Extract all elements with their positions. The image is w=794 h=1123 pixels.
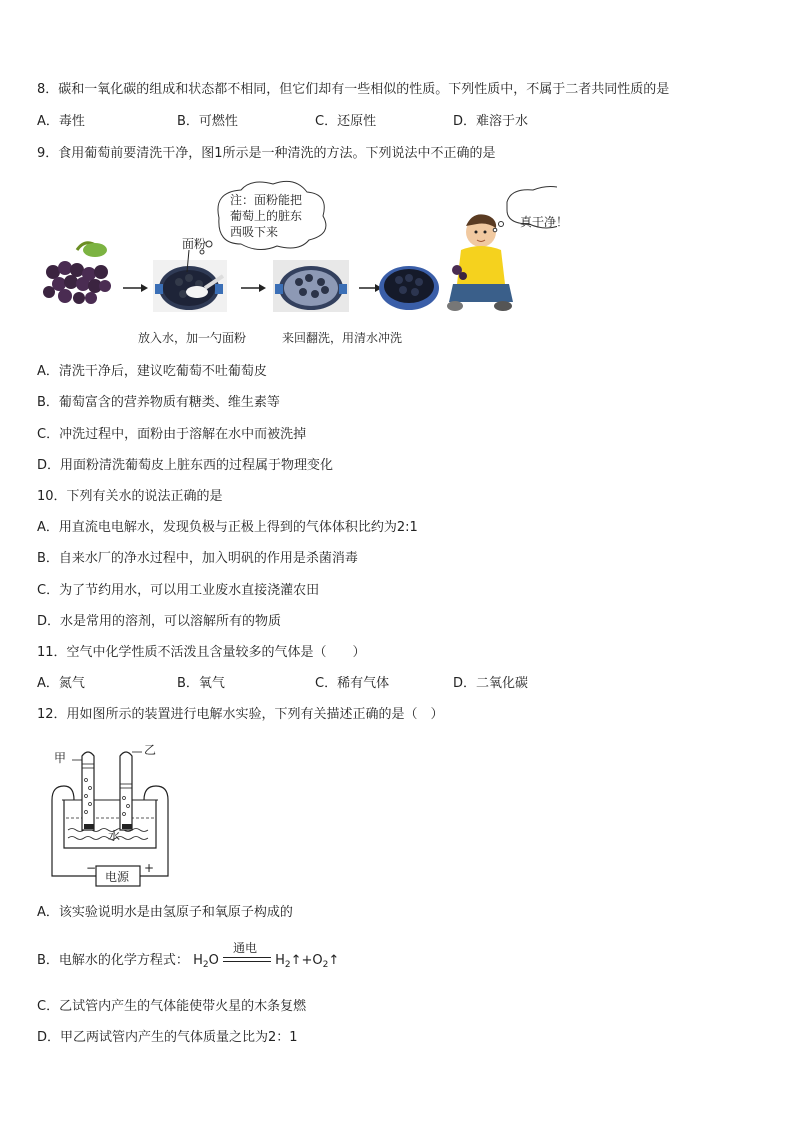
q8-stem: 8．碳和一氧化碳的组成和状态都不相同，但它们却有一些相似的性质。下列性质中，不属于二者共同性质的是 — [37, 82, 670, 97]
q9-option-b: B．葡萄富含的营养物质有糖类、维生素等 — [37, 395, 280, 410]
bubble-note-line-1: 注：面粉能把 — [230, 193, 303, 207]
label-power: 电源 — [105, 870, 130, 884]
arrow-right-icon — [123, 284, 148, 292]
q9-option-a: A．清洗干净后，建议吃葡萄不吐葡萄皮 — [37, 364, 267, 379]
arrow-right-icon — [241, 284, 266, 292]
q10-option-d: D．水是常用的溶剂，可以溶解所有的物质 — [37, 614, 282, 629]
child-bubble-text: 真干净！ — [520, 215, 569, 229]
label-plus: + — [144, 861, 155, 875]
label-water: 水 — [108, 829, 121, 843]
q11-option-b: B．氧气 — [177, 676, 225, 691]
q10-option-a: A．用直流电电解水，发现负极与正极上得到的气体体积比约为2:1 — [37, 520, 418, 535]
q9-option-c: C．冲洗过程中，面粉由于溶解在水中而被洗掉 — [37, 427, 307, 442]
pot-clean-grapes-icon — [379, 266, 439, 310]
pot-washing-icon — [273, 260, 349, 312]
q11-option-a: A．氮气 — [37, 676, 85, 691]
q10-option-c: C．为了节约用水，可以用工业废水直接浇灌农田 — [37, 583, 320, 598]
q11-option-c: C．稀有气体 — [315, 676, 390, 691]
label-minus: − — [86, 861, 97, 875]
q12-option-a: A．该实验说明水是由氢原子和氧原子构成的 — [37, 905, 293, 920]
q12-option-b — [37, 940, 340, 975]
electrolysis-apparatus — [44, 738, 184, 890]
q8-option-a: A．毒性 — [37, 114, 85, 129]
option-b-prefix: B．电解水的化学方程式： — [37, 953, 189, 968]
q8-option-b: B．可燃性 — [177, 114, 238, 129]
bubble-note-line-2: 葡萄上的脏东 — [230, 209, 303, 223]
q11-stem: 11．空气中化学性质不活泼且含量较多的气体是（ ） — [37, 645, 366, 660]
q8-option-c: C．还原性 — [315, 114, 377, 129]
q9-stem: 9．食用葡萄前要清洗干净，图1所示是一种清洗的方法。下列说法中不正确的是 — [37, 146, 496, 161]
child-icon — [447, 214, 513, 311]
label-jia: 甲 — [54, 751, 67, 765]
condition-text: 通电 — [232, 940, 257, 955]
q12-stem: 12．用如图所示的装置进行电解水实验，下列有关描述正确的是（ ） — [37, 707, 444, 722]
q10-option-b: B．自来水厂的净水过程中，加入明矾的作用是杀菌消毒 — [37, 551, 358, 566]
q10-stem: 10．下列有关水的说法正确的是 — [37, 489, 223, 504]
q9-figure — [37, 180, 569, 350]
equation-h2o: $H_2O$ — [193, 953, 219, 970]
label-yi: 乙 — [144, 743, 157, 757]
equation-products: $H_2↑+O_2↑$ — [275, 953, 340, 970]
flour-label: 面粉 — [182, 237, 207, 251]
grapes-icon — [43, 243, 111, 304]
q12-option-d: D．甲乙两试管内产生的气体质量之比为2：1 — [37, 1030, 298, 1045]
arrow-right-icon — [359, 284, 382, 292]
caption-step-2: 来回翻洗，用清水冲洗 — [282, 331, 403, 345]
q11-option-d: D．二氧化碳 — [453, 676, 529, 691]
equation-condition — [223, 940, 271, 968]
caption-step-1: 放入水，加一勺面粉 — [138, 331, 247, 345]
q8-option-d: D．难溶于水 — [453, 114, 529, 129]
pot-with-flour-icon — [153, 250, 227, 312]
q12-option-c: C．乙试管内产生的气体能使带火星的木条复燃 — [37, 999, 307, 1014]
bubble-note-line-3: 西吸下来 — [230, 225, 279, 239]
q9-option-d: D．用面粉清洗葡萄皮上脏东西的过程属于物理变化 — [37, 458, 334, 473]
